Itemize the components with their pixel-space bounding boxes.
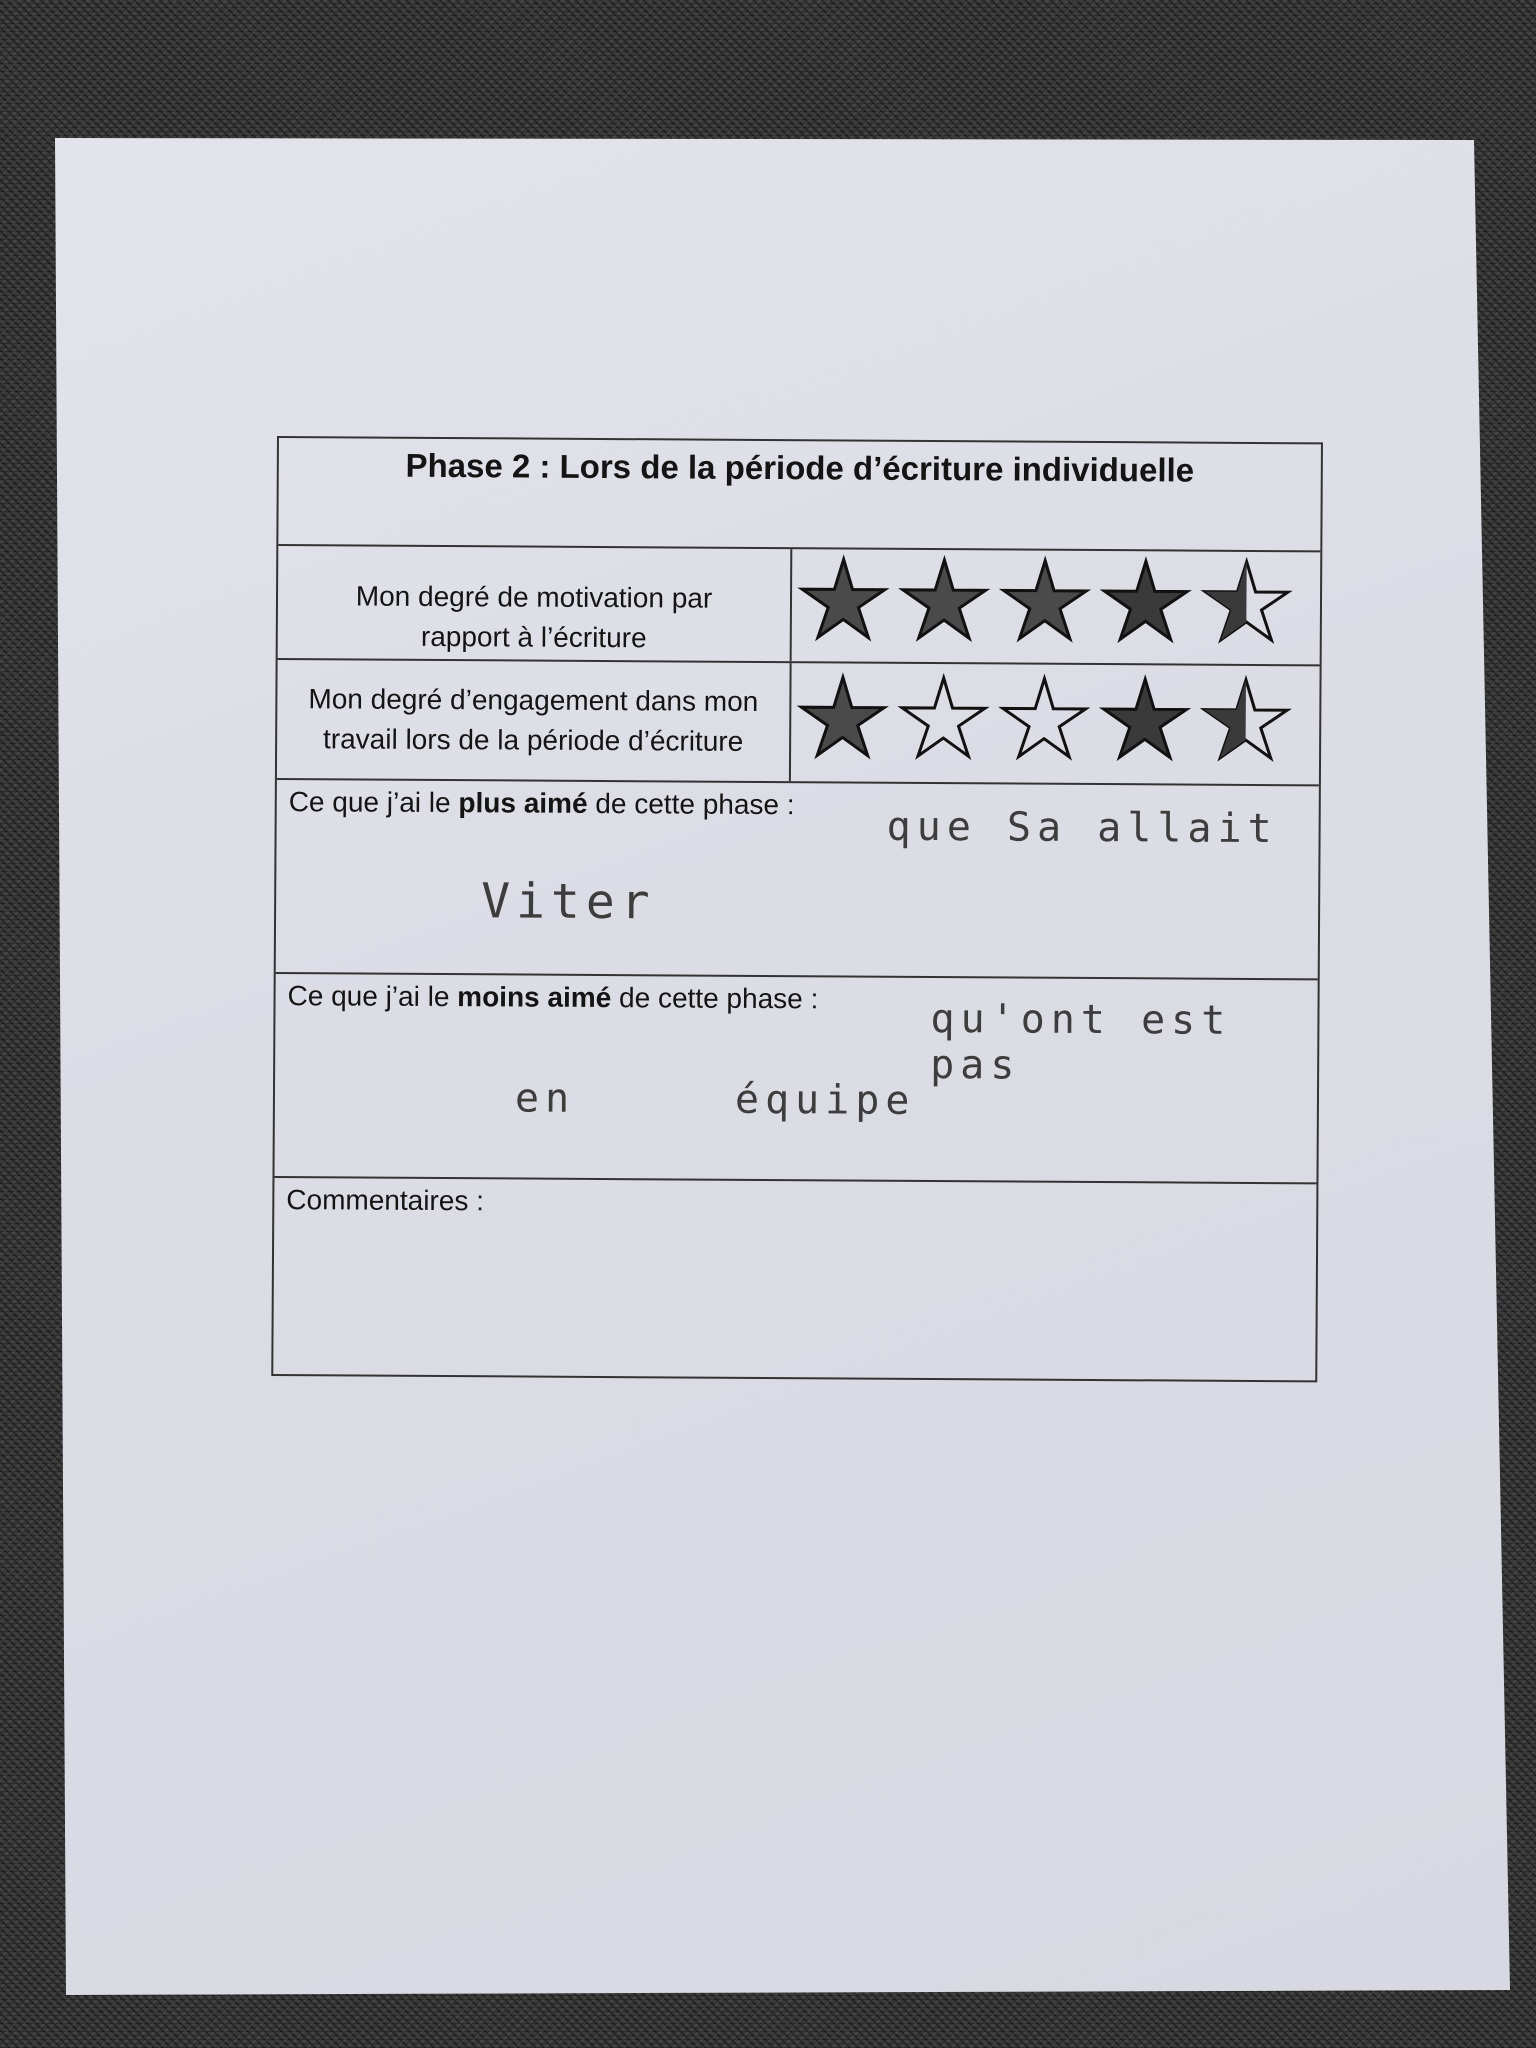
- star-icon[interactable]: [1003, 560, 1086, 639]
- rating-row-motivation: [278, 546, 1321, 666]
- star-icon[interactable]: [801, 677, 884, 756]
- disliked-prompt: Ce que j’ai le moins aimé de cette phase :: [287, 980, 819, 1015]
- section-comments[interactable]: [273, 1178, 1316, 1380]
- star-icon[interactable]: [802, 559, 885, 638]
- liked-prompt: Ce que j’ai le plus aimé de cette phase :: [288, 786, 795, 821]
- star-icon[interactable]: [1103, 679, 1186, 758]
- evaluation-form: [271, 436, 1323, 1382]
- form-title: Phase 2 : Lors de la période d’écriture individuelle: [278, 438, 1321, 552]
- star-icon[interactable]: [1104, 561, 1187, 640]
- section-liked: [276, 780, 1319, 980]
- disliked-answer-line2a: en: [514, 1075, 576, 1122]
- star-icon[interactable]: [1205, 562, 1288, 641]
- rating-label-motivation: Mon degré de motivation par rapport à l’écriture: [278, 546, 793, 661]
- disliked-answer-line2b: équipe: [734, 1076, 916, 1124]
- star-icon[interactable]: [903, 560, 986, 639]
- star-icon[interactable]: [1003, 678, 1086, 757]
- star-rating-engagement[interactable]: [791, 663, 1320, 784]
- star-icon[interactable]: [902, 678, 985, 757]
- liked-answer-line2: Viter: [480, 873, 656, 931]
- rating-row-engagement: [277, 660, 1320, 786]
- star-icon[interactable]: [1204, 680, 1287, 759]
- comments-label: Commentaires :: [286, 1184, 485, 1217]
- liked-answer-line1: que Sa allait: [886, 803, 1278, 853]
- rating-label-engagement: Mon degré d’engagement dans mon travail lors de la période d’écriture: [277, 660, 792, 781]
- star-rating-motivation[interactable]: [792, 549, 1321, 664]
- section-disliked: [274, 974, 1317, 1184]
- disliked-answer-line1: qu'ont est pas: [930, 996, 1232, 1089]
